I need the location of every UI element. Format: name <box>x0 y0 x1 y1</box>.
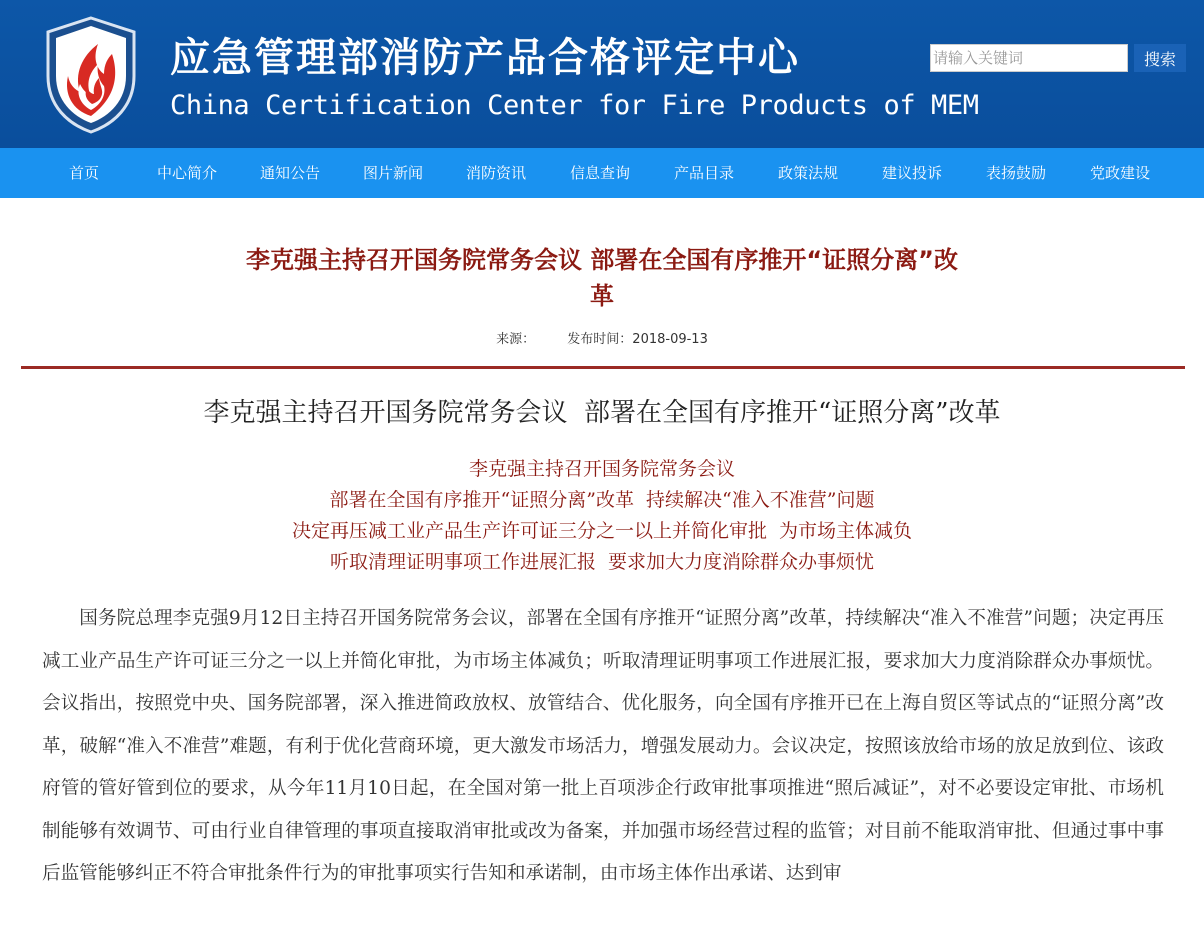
article-title: 李克强主持召开国务院常务会议 部署在全国有序推开“证照分离”改革 <box>246 246 958 310</box>
nav-item-product-catalog[interactable]: 产品目录 <box>673 164 734 182</box>
flame-shield-logo-icon[interactable] <box>42 14 140 134</box>
article-body-paragraph: 国务院总理李克强9月12日主持召开国务院常务会议，部署在全国有序推开“证照分离”改革，持续解决“准入不准营”问题；决定再压减工业产品生产许可证三分之一以上并简化审批，为市场主体减负；听取清理证明事项工作进展汇报，要求加大力度消除群众办事烦忧。会议指出，按照党中央、国务院部署，深入推进简政放权、放管结合、优化服务，向全国有序推开已在上海自贸区等试点的“证照分离”改革，破解“准入不准营”难题，有利于优化营商环境，更大激发市场活力，增强发展动力。会议决定，按照该放给市场的放足放到位、该政府管的管好管到位的要求，从今年11月10日起，在全国对第一批上百项涉企行政审批事项推进“照后减证”，对不必要设定审批、市场机制能够有效调节、可由行业自律管理的事项直接取消审批或改为备案，并加强市场经营过程的监管；对目前不能取消审批、但通过事中事后监管能够纠正不符合审批条件行为的审批事项实行告知和承诺制，由市场主体作出承诺、达到审 <box>42 608 1164 884</box>
site-header <box>0 0 1204 148</box>
article-subtitles <box>0 454 1204 578</box>
subtitle-line: 部署在全国有序推开“证照分离”改革 持续解决“准入不准营”问题 <box>329 489 875 511</box>
nav-item-about[interactable]: 中心简介 <box>156 164 217 182</box>
nav-item-commendations[interactable]: 表扬鼓励 <box>985 164 1046 182</box>
title-divider <box>21 366 1185 369</box>
search-button[interactable]: 搜索 <box>1134 44 1186 72</box>
site-title-chinese: 应急管理部消防产品合格评定中心 <box>170 35 800 81</box>
nav-item-complaints[interactable]: 建议投诉 <box>881 164 942 182</box>
subtitle-line: 决定再压减工业产品生产许可证三分之一以上并简化审批 为市场主体减负 <box>291 520 913 542</box>
article-meta <box>0 328 1204 347</box>
subtitle-line: 听取清理证明事项工作进展汇报 要求加大力度消除群众办事烦忧 <box>329 551 875 573</box>
publish-date: 发布时间：2018-09-13 <box>567 332 708 347</box>
nav-item-fire-news[interactable]: 消防资讯 <box>465 164 526 182</box>
nav-item-party-building[interactable]: 党政建设 <box>1089 164 1150 182</box>
nav-item-photo-news[interactable]: 图片新闻 <box>362 164 423 182</box>
main-nav <box>0 148 1204 198</box>
nav-item-info-query[interactable]: 信息查询 <box>569 164 630 182</box>
nav-item-policies[interactable]: 政策法规 <box>777 164 838 182</box>
subtitle-line: 李克强主持召开国务院常务会议 <box>468 458 735 480</box>
search-input[interactable] <box>930 44 1128 72</box>
nav-item-notices[interactable]: 通知公告 <box>259 164 320 182</box>
article-headline: 李克强主持召开国务院常务会议 部署在全国有序推开“证照分离”改革 <box>203 398 1001 428</box>
nav-item-home[interactable]: 首页 <box>68 164 99 182</box>
site-title-english: China Certification Center for Fire Products of MEM <box>170 90 979 121</box>
source-label: 来源： <box>496 332 536 347</box>
